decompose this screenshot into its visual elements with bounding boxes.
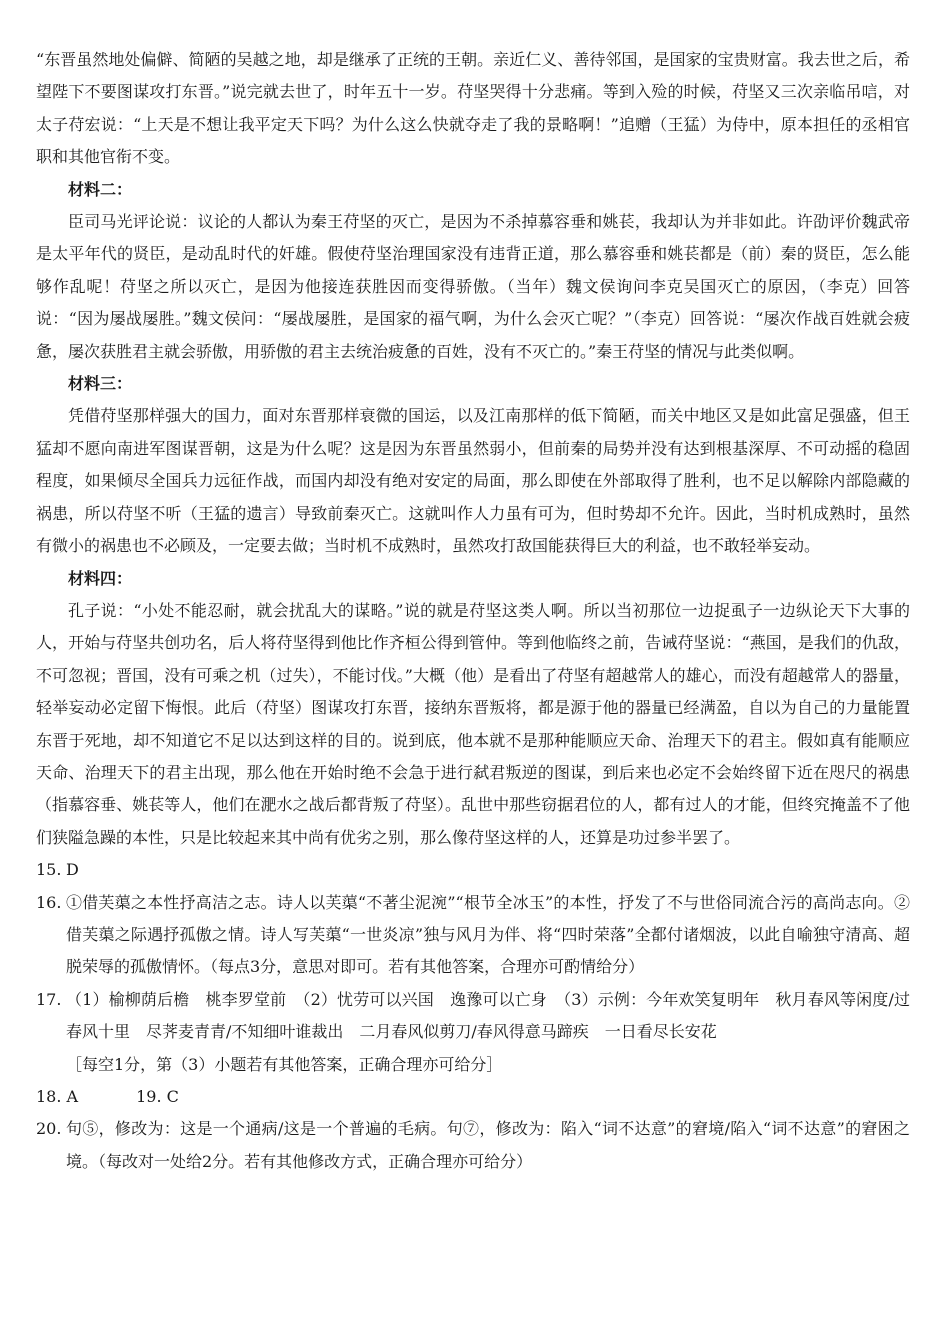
intro-paragraph: “东晋虽然地处偏僻、简陋的吴越之地，却是继承了正统的王朝。亲近仁义、善待邻国，是国家的宝贵财富。我去世之后，希望陛下不要图谋攻打东晋。”说完就去世了，时年五十一岁。苻坚哭得十分悲痛。等到入殓的时候，苻坚又三次亲临吊唁，对太子苻宏说：“上天是不想让我平定天下吗？为什么这么快就夺走了我的景略啊！”追赠（王猛）为侍中，原本担任的丞相官职和其他官衔不变。 — [36, 50, 910, 167]
material-2-heading: 材料二： — [68, 179, 133, 199]
answer-17 — [36, 984, 910, 1081]
material-3-heading: 材料三： — [68, 374, 133, 394]
answer-16-label: 16. — [36, 892, 62, 912]
answers-18-19 — [36, 1081, 910, 1113]
answer-19-text: C — [166, 1087, 179, 1106]
answer-19-label: 19. — [136, 1087, 162, 1106]
answer-16-text: ①借芙蕖之本性抒高洁之志。诗人以芙蕖“不著尘泥涴”“根节全冰玉”的本性，抒发了不与世俗同流合污的高尚志向。②借芙蕖之际遇抒孤傲之情。诗人写芙蕖“一世炎凉”独与风月为伴、将“四时荣落”全都付诸烟波，以此自喻独守清高、超脱荣辱的孤傲情怀。（每点3分，意思对即可。若有其他答案，合理亦可酌情给分） — [66, 892, 910, 977]
answer-17-text: （1）榆柳荫后檐 桃李罗堂前 （2）忧劳可以兴国 逸豫可以亡身 （3）示例：今年欢笑复明年 秋月春风等闲度/过春风十里 尽荠麦青青/不知细叶谁裁出 二月春风似剪刀/春风得意马蹄疾 一日看尽长安花 — [66, 989, 910, 1042]
answer-17-note: ［每空1分，第（3）小题若有其他答案，正确合理亦可给分］ — [66, 1054, 503, 1074]
answer-15 — [36, 854, 910, 886]
material-2-text: 臣司马光评论说：议论的人都认为秦王苻坚的灭亡，是因为不杀掉慕容垂和姚苌，我却认为并非如此。许劭评价魏武帝是太平年代的贤臣，是动乱时代的奸雄。假使苻坚治理国家没有违背正道，那么慕容垂和姚苌都是（前）秦的贤臣，怎么能够作乱呢！苻坚之所以灭亡，是因为他接连获胜因而变得骄傲。（当年）魏文侯询问李克吴国灭亡的原因，（李克）回答说：“因为屡战屡胜。”魏文侯问：“屡战屡胜，是国家的福气啊，为什么会灭亡呢？”（李克）回答说：“屡次作战百姓就会疲惫，屡次获胜君主就会骄傲，用骄傲的君主去统治疲惫的百姓，没有不灭亡的。”秦王苻坚的情况与此类似啊。 — [36, 212, 910, 361]
material-3-text: 凭借苻坚那样强大的国力，面对东晋那样衰微的国运，以及江南那样的低下简陋，而关中地区又是如此富足强盛，但王猛却不愿向南进军图谋晋朝，这是为什么呢？这是因为东晋虽然弱小，但前秦的局势并没有达到根基深厚、不可动摇的稳固程度，如果倾尽全国兵力远征作战，而国内却没有绝对安定的局面，那么即使在外部取得了胜利，也不足以解除内部隐藏的祸患，所以苻坚不听（王猛的遗言）导致前秦灭亡。这就叫作人力虽有可为，但时势却不允许。因此，当时机成熟时，虽然有微小的祸患也不必顾及，一定要去做；当时机不成熟时，虽然攻打敌国能获得巨大的利益，也不敢轻举妄动。 — [36, 406, 910, 556]
answer-20-text: 句⑤，修改为：这是一个通病/这是一个普遍的毛病。句⑦，修改为：陷入“词不达意”的窘境/陷入“词不达意”的窘困之境。（每改对一处给2分。若有其他修改方式，正确合理亦可给分） — [66, 1119, 910, 1171]
answer-15-text: D — [66, 860, 79, 880]
answer-15-label: 15. — [36, 860, 62, 880]
answer-18-text: A — [66, 1087, 79, 1106]
answer-18-label: 18. — [36, 1087, 62, 1106]
answer-16 — [36, 887, 910, 984]
answer-20 — [36, 1113, 910, 1178]
material-4-text: 孔子说：“小处不能忍耐，就会扰乱大的谋略。”说的就是苻坚这类人啊。所以当初那位一边捉虱子一边纵论天下大事的人，开始与苻坚共创功名，后人将苻坚得到他比作齐桓公得到管仲。等到他临终之前，告诫苻坚说：“燕国，是我们的仇敌，不可忽视；晋国，没有可乘之机（过失），不能讨伐。”大概（他）是看出了苻坚有超越常人的雄心，而没有超越常人的器量，轻举妄动必定留下悔恨。此后（苻坚）图谋攻打东晋，接纳东晋叛将，都是源于他的器量已经满盈，自以为自己的力量能置东晋于死地，却不知道它不足以达到这样的目的。说到底，他本就不是那种能顺应天命、治理天下的君主。假如真有能顺应天命、治理天下的君主出现，那么他在开始时绝不会急于进行弑君叛逆的图谋，到后来也必定不会始终留下近在咫尺的祸患（指慕容垂、姚苌等人，他们在淝水之战后都背叛了苻坚）。乱世中那些窃据君位的人，都有过人的才能，但终究掩盖不了他们狭隘急躁的本性，只是比较起来其中尚有优劣之别，那么像苻坚这样的人，还算是功过参半罢了。 — [36, 600, 910, 847]
answer-20-label: 20. — [36, 1119, 62, 1139]
answer-17-label: 17. — [36, 989, 62, 1009]
material-4-heading: 材料四： — [68, 568, 133, 588]
